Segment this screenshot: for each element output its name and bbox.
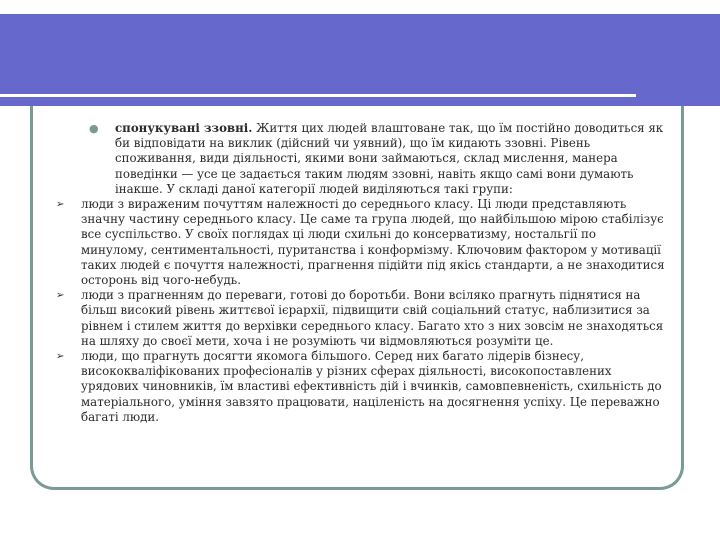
bullet-text: люди, що прагнуть досягти якомога більшого. Серед них багато лідерів бізнесу, висококваліфікованих професіоналів у різних сферах діяльності, високопоставлених урядових чиновників, їм властиві ефективність дій і вчинків, самовпевненість, схильність до матеріального, уміння завзято працювати, націленість на досягнення успіху. Це переважно багаті люди. [81, 349, 662, 424]
slide-header-overlap [27, 60, 689, 106]
arrow-bullet-icon: ➢ [56, 199, 65, 211]
bullet-text: люди з прагненням до переваги, готові до боротьби. Вони всіляко прагнуть піднятися на більш високий рівень життєвої ієрархії, підвищити свій соціальний статус, наблизитися за рівнем і стилем життя до верхівки середнього класу. Багато хто з них зовсім не знаходяться на шляху до своєї мети, хоча і не розуміють чи відмовляються розуміти це. [81, 288, 664, 348]
header-divider-line [0, 94, 636, 97]
list-item [56, 349, 666, 425]
list-item [56, 288, 666, 349]
bullet-lead: спонукувані ззовні. [115, 121, 253, 135]
slide-body [56, 121, 666, 425]
arrow-bullet-icon: ➢ [56, 290, 65, 302]
bullet-text: люди з вираженим почуттям належності до середнього класу. Ці люди представляють значну частину середнього класу. Це саме та група людей, що найбільшою мірою стабілізує все суспільство. У своїх поглядах ці люди схильні до консерватизму, ностальгії по минулому, сентиментальності, пуританства і конформізму. Ключовим фактором у мотивації таких людей є почуття належності, прагнення підійти під якісь стандарти, а не знаходитися осторонь від чого-небудь. [81, 197, 665, 288]
list-item [56, 121, 666, 197]
circle-bullet-icon: ● [89, 122, 99, 135]
arrow-bullet-icon: ➢ [56, 351, 65, 363]
list-item [56, 197, 666, 288]
bullet-text: Життя цих людей влаштоване так, що їм постійно доводиться як би відповідати на виклик (дійсний чи уявний), що їм кидають ззовні. Рівень споживання, види діяльності, якими вони займаються, склад мислення, манера поведінки — усе це задається таким людям ззовні, навіть якщо самі вони думають інакше. У складі даної категорії людей виділяються такі групи: [115, 121, 664, 196]
